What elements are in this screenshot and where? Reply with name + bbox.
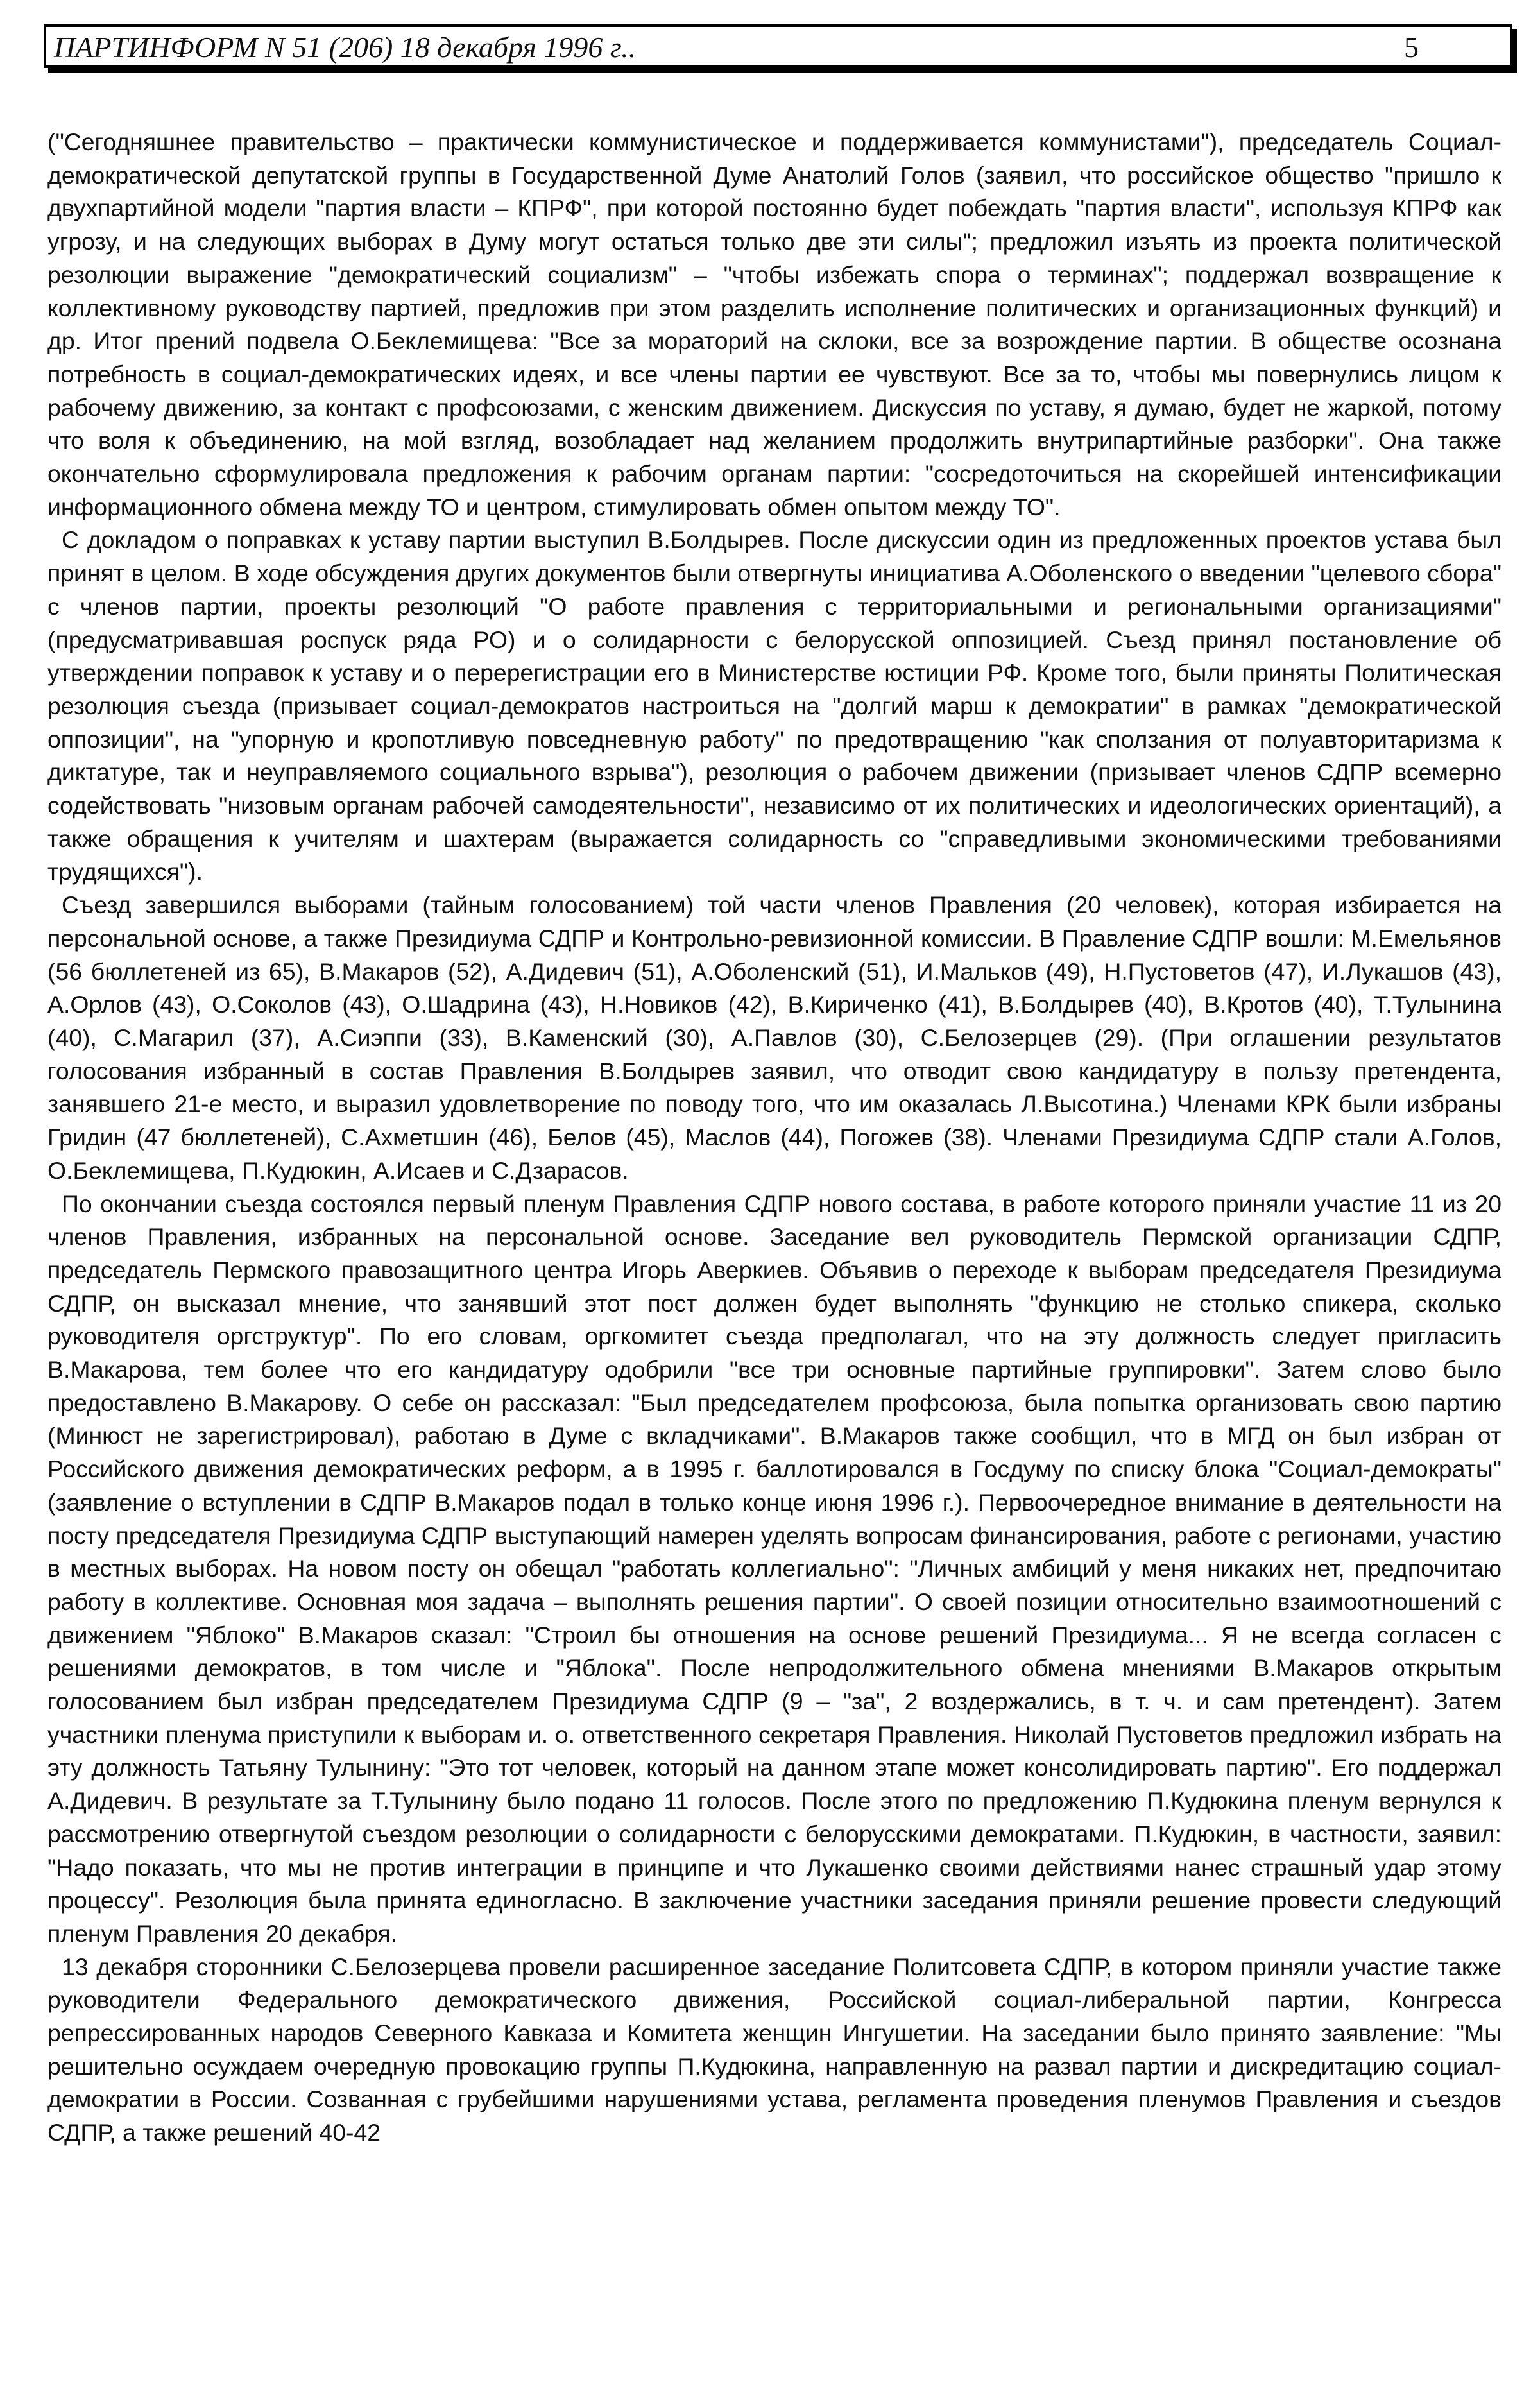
paragraph: С докладом о поправках к уставу партии выступил В.Болдырев. После дискуссии один из предложенных проектов устава был принят в целом. В ходе обсуждения других документов были отвергнуты инициатива А.Оболенского о введении "целевого сбора" с членов партии, проекты резолюций "О работе правления с территориальными и региональными организациями" (предусматривавшая роспуск ряда РО) и о солидарности с белорусской оппозицией. Съезд принял постановление об утверждении поправок к уставу и о перерегистрации его в Министерстве юстиции РФ. Кроме того, были приняты Политическая резолюция съезда (призывает социал-демократов настроиться на "долгий марш к демократии" в рамках "демократической оппозиции", на "упорную и кропотливую повседневную работу" по предотвращению "как сползания от полуавторитаризма к диктатуре, так и неуправляемого социального взрыва"), резолюция о рабочем движении (призывает членов СДПР всемерно содействовать "низовым органам рабочей самодеятельности", независимо от их политических и идеологических ориентаций), а также обращения к учителям и шахтерам (выражается солидарность со "справедливыми экономическими требованиями трудящихся").	[47, 526, 1502, 886]
newspaper-header	[44, 24, 1512, 68]
paragraph: По окончании съезда состоялся первый пленум Правления СДПР нового состава, в работе которого приняли участие 11 из 20 членов Правления, избранных на персональной основе. Заседание вел руководитель Пермской организации СДПР, председатель Пермского правозащитного центра Игорь Аверкиев. Объявив о переходе к выборам председателя Президиума СДПР, он высказал мнение, что занявший этот пост должен будет выполнять "функцию не столько спикера, сколько руководителя оргструктур". По его словам, оргкомитет съезда предполагал, что на эту должность следует пригласить В.Макарова, тем более что его кандидатуру одобрили "все три основные партийные группировки". Затем слово было предоставлено В.Макарову. О себе он рассказал: "Был председателем профсоюза, была попытка организовать свою партию (Минюст не зарегистрировал), работаю в Думе с вкладчиками". В.Макаров также сообщил, что в МГД он был избран от Российского движения демократических реформ, а в 1995 г. баллотировался в Госдуму по списку блока "Социал-демократы" (заявление о вступлении в СДПР В.Макаров подал в только конце июня 1996 г.). Первоочередное внимание в деятельности на посту председателя Президиума СДПР выступающий намерен уделять вопросам финансирования, работе с регионами, участию в местных выборах. На новом посту он обещал "работать коллегиально": "Личных амбиций у меня никаких нет, предпочитаю работу в коллективе. Основная моя задача – выполнять решения партии". О своей позиции относительно взаимоотношений с движением "Яблоко" В.Макаров сказал: "Строил бы отношения на основе решений Президиума... Я не всегда согласен с решениями демократов, в том числе и "Яблока". После непродолжительного обмена мнениями В.Макаров открытым голосованием был избран председателем Президиума СДПР (9 – "за", 2 воздержались, в т. ч. и сам претендент). Затем участники пленума приступили к выборам и. о. ответственного секретаря Правления. Николай Пустоветов предложил избрать на эту должность Татьяну Тулынину: "Это тот человек, который на данном этапе может консолидировать партию". Его поддержал А.Дидевич. В результате за Т.Тулынину было подано 11 голосов. После этого по предложению П.Кудюкина пленум вернулся к рассмотрению отвергнутой съездом резолюции о солидарности с белорусскими демократами. П.Кудюкин, в частности, заявил: "Надо показать, что мы не против интеграции в принципе и что Лукашенко своими действиями нанес страшный удар этому процессу". Резолюция была принята единогласно. В заключение участники заседания приняли решение провести следующий пленум Правления 20 декабря.	[47, 1190, 1502, 1947]
page-number: 5	[1404, 31, 1419, 64]
article-body	[47, 126, 1502, 2150]
paragraph: 13 декабря сторонники С.Белозерцева провели расширенное заседание Политсовета СДПР, в котором приняли участие также руководители Федерального демократического движения, Российской социал-либеральной партии, Конгресса репрессированных народов Северного Кавказа и Комитета женщин Ингушетии. На заседании было принято заявление: "Мы решительно осуждаем очередную провокацию группы П.Кудюкина, направленную на развал партии и дискредитацию социал-демократии в России. Созванная с грубейшими нарушениями устава, регламента проведения пленумов Правления и съездов СДПР, а также решений 40-42	[47, 1953, 1502, 2146]
paragraph: ("Сегодняшнее правительство – практически коммунистическое и поддерживается коммунистами"), председатель Социал-демократической депутатской группы в Государственной Думе Анатолий Голов (заявил, что российское общество "пришло к двухпартийной модели "партия власти – КПРФ", при которой постоянно будет побеждать "партия власти", используя КПРФ как угрозу, и на следующих выборах в Думу могут остаться только две эти силы"; предложил изъять из проекта политической резолюции выражение "демократический социализм" – "чтобы избежать спора о терминах"; поддержал возвращение к коллективному руководству партией, предложив при этом разделить исполнение политических и организационных функций) и др. Итог прений подвела О.Беклемищева: "Все за мораторий на склоки, все за возрождение партии. В обществе осознана потребность в социал-демократических идеях, и все члены партии ее чувствуют. Все за то, чтобы мы повернулись лицом к рабочему движению, за контакт с профсоюзами, с женским движением. Дискуссия по уставу, я думаю, будет не жаркой, потому что воля к объединению, на мой взгляд, возобладает над желанием продолжить внутрипартийные разборки". Она также окончательно сформулировала предложения к рабочим органам партии: "сосредоточиться на скорейшей интенсификации информационного обмена между ТО и центром, стимулировать обмен опытом между ТО".	[47, 128, 1502, 520]
header-title: ПАРТИНФОРМ N 51 (206) 18 декабря 1996 г..	[54, 31, 637, 64]
paragraph: Съезд завершился выборами (тайным голосованием) той части членов Правления (20 человек), которая избирается на персональной основе, а также Президиума СДПР и Контрольно-ревизионной комиссии. В Правление СДПР вошли: М.Емельянов (56 бюллетеней из 65), В.Макаров (52), А.Дидевич (51), А.Оболенский (51), И.Мальков (49), Н.Пустоветов (47), И.Лукашов (43), А.Орлов (43), О.Соколов (43), О.Шадрина (43), Н.Новиков (42), В.Кириченко (41), В.Болдырев (40), В.Кротов (40), Т.Тулынина (40), С.Магарил (37), А.Сиэппи (33), В.Каменский (30), А.Павлов (30), С.Белозерцев (29). (При оглашении результатов голосования избранный в состав Правления В.Болдырев заявил, что отводит свою кандидатуру в пользу претендента, занявшего 21-е место, и выразил удовлетворение по поводу того, что им оказалась Л.Высотина.) Членами КРК были избраны Гридин (47 бюллетеней), С.Ахметшин (46), Белов (45), Маслов (44), Погожев (38). Членами Президиума СДПР стали А.Голов, О.Беклемищева, П.Кудюкин, А.Исаев и С.Дзарасов.	[47, 891, 1502, 1184]
